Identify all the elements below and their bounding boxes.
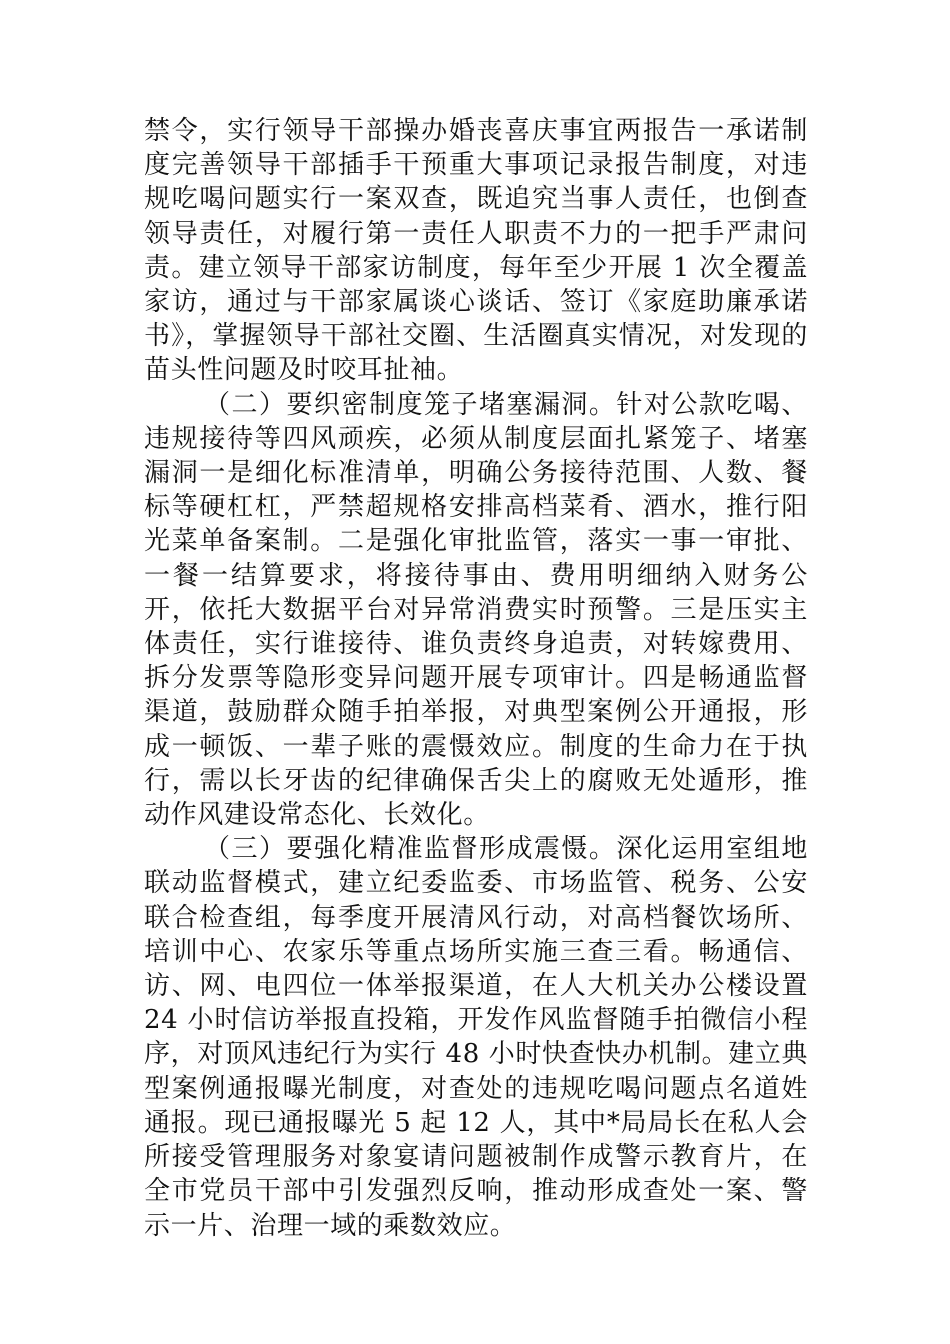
paragraph-continuation: 禁令，实行领导干部操办婚丧喜庆事宜两报告一承诺制度完善领导干部插手干预重大事项记录报告制度，对违规吃喝问题实行一案双查，既追究当事人责任，也倒查领导责任，对履行第一责任人职责不力的一把手严肃问责。建立领导干部家访制度，每年至少开展 1 次全覆盖家访，通过与干部家属谈心谈话、签订《家庭助廉承诺书》，掌握领导干部社交圈、生活圈真实情况，对发现的苗头性问题及时咬耳扯袖。 (144, 116, 808, 386)
document-body (144, 114, 808, 1243)
paragraph-section-two: （二）要织密制度笼子堵塞漏洞。针对公款吃喝、违规接待等四风顽疾，必须从制度层面扎紧笼子、堵塞漏洞一是细化标准清单，明确公务接待范围、人数、餐标等硬杠杠，严禁超规格安排高档菜肴、酒水，推行阳光菜单备案制。二是强化审批监管，落实一事一审批、一餐一结算要求，将接待事由、费用明细纳入财务公开，依托大数据平台对异常消费实时预警。三是压实主体责任，实行谁接待、谁负责终身追责，对转嫁费用、拆分发票等隐形变异问题开展专项审计。四是畅通监督渠道，鼓励群众随手拍举报，对典型案例公开通报，形成一顿饭、一辈子账的震慑效应。制度的生命力在于执行，需以长牙齿的纪律确保舌尖上的腐败无处遁形，推动作风建设常态化、长效化。 (144, 389, 808, 831)
paragraph-section-three: （三）要强化精准监督形成震慑。深化运用室组地联动监督模式，建立纪委监委、市场监管、税务、公安联合检查组，每季度开展清风行动，对高档餐饮场所、培训中心、农家乐等重点场所实施三查三看。畅通信、访、网、电四位一体举报渠道，在人大机关办公楼设置 24 小时信访举报直投箱，开发作风监督随手拍微信小程序，对顶风违纪行为实行 48 小时快查快办机制。建立典型案例通报曝光制度，对查处的违规吃喝问题点名道姓通报。现已通报曝光 5 起 12 人，其中*局局长在私人会所接受管理服务对象宴请问题被制作成警示教育片，在全市党员干部中引发强烈反响，推动形成查处一案、警示一片、治理一域的乘数效应。 (144, 834, 808, 1241)
